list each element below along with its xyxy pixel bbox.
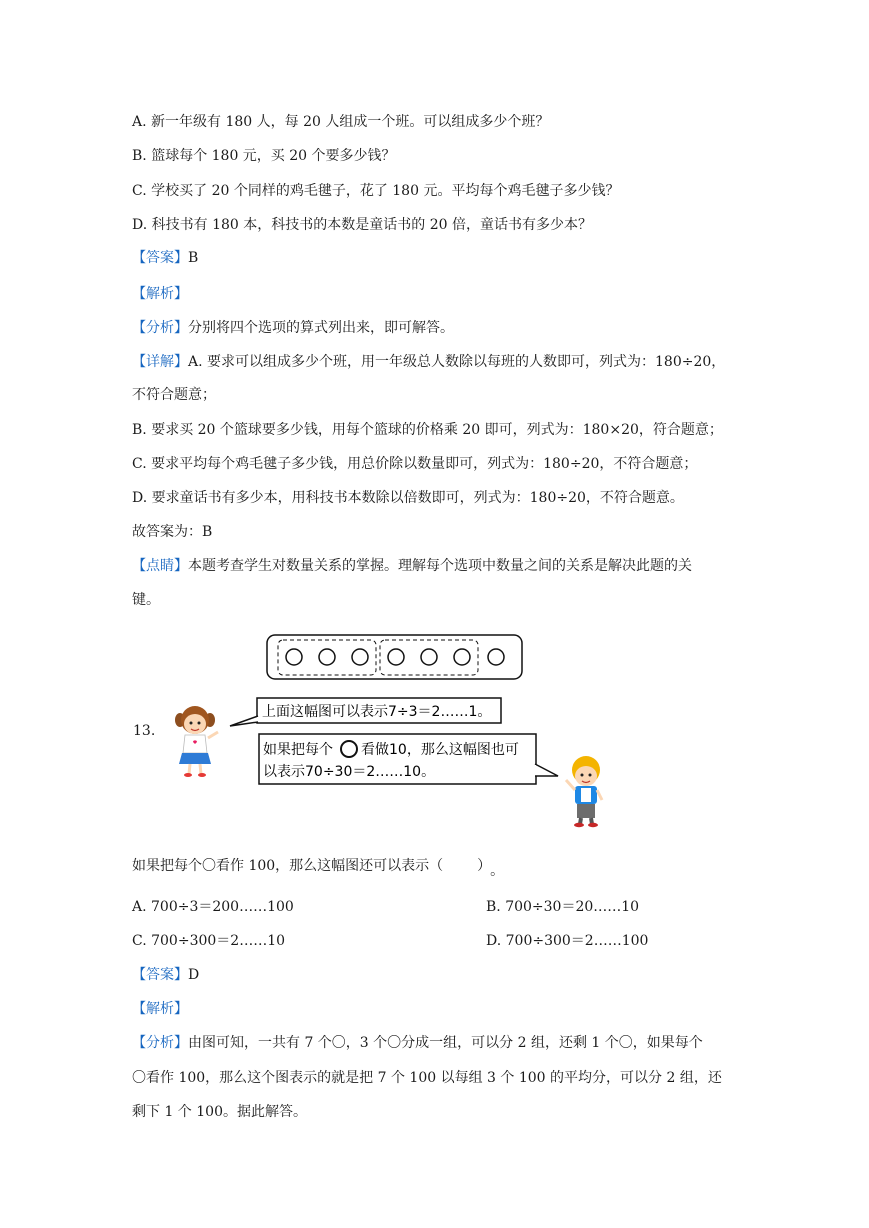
q12-option-b: B. 篮球每个 180 元，买 20 个要多少钱？ [132,148,396,164]
bubble-boy-line1-b: 看做10，那么这幅图也可 [361,742,519,758]
q12-xiangjie [132,352,725,372]
q12-fenxi [132,318,454,338]
q12-dianjing-line2: 键。 [132,592,160,608]
answer-value: B [188,250,199,266]
q13-question-text: 如果把每个〇看作 100，那么这幅图还可以表示（ [132,858,444,874]
circle-icon [421,649,437,665]
xiangjie-line1: A. 要求可以组成多少个班，用一年级总人数除以每班的人数即可，列式为：180÷20， [188,354,726,370]
xiangjie-tag: 【详解】 [132,354,188,370]
dianjing-line1: 本题考查学生对数量关系的掌握。理解每个选项中数量之间的关系是解决此题的关 [188,558,692,574]
circle-icon [454,649,470,665]
q13-option-c: C. 700÷300＝2……10 [132,933,286,949]
fenxi-tag: 【分析】 [132,320,188,336]
q13-answer [132,965,199,985]
group-1-dashed-box [278,640,376,675]
q13-number: 13. [133,723,156,739]
group-2-dashed-box [380,640,478,675]
circle-icon [286,649,302,665]
q12-detail-b: B. 要求买 20 个篮球要多少钱，用每个篮球的价格乘 20 即可，列式为：180×20，符合题意； [132,422,723,438]
fenxi-text: 分别将四个选项的算式列出来，即可解答。 [188,320,454,336]
q13-fenxi [132,1033,703,1053]
bubble-tail-girl [230,716,258,726]
q12-dianjing [132,556,692,576]
q12-answer [132,248,198,268]
answer-tag: 【答案】 [132,250,188,266]
q13-option-d: D. 700÷300＝2……100 [486,933,649,949]
q12-option-a: A. 新一年级有 180 人，每 20 人组成一个班。可以组成多少个班？ [132,114,550,130]
q13-analysis-tag: 【解析】 [132,1001,188,1017]
q12-detail-c: C. 要求平均每个鸡毛毽子多少钱，用总价除以数量即可，列式为：180÷20，不符合题意； [132,456,698,472]
circle-icon [319,649,335,665]
bubble-boy-line1-a: 如果把每个 [263,742,333,758]
q12-option-d: D. 科技书有 180 本，科技书的本数是童话书的 20 倍，童话书有多少本？ [132,217,592,233]
dianjing-tag: 【点睛】 [132,558,188,574]
girl-cartoon-icon [175,706,218,777]
bubble-tail-boy [535,764,558,776]
outer-frame [267,635,522,679]
q12-option-c: C. 学校买了 20 个同样的鸡毛毽子，花了 180 元。平均每个鸡毛毽子多少钱？ [132,183,620,199]
boy-cartoon-icon [566,756,602,827]
q12-detail-d: D. 要求童话书有多少本，用科技书本数除以倍数即可，列式为：180÷20，不符合题意。 [132,490,684,506]
q12-xiangjie-line2: 不符合题意； [132,387,216,403]
circle-icon [488,649,504,665]
fenxi-tag: 【分析】 [132,1035,188,1051]
circle-icon [388,649,404,665]
fenxi-line1: 由图可知，一共有 7 个〇，3 个〇分成一组，可以分 2 组，还剩 1 个〇，如果每个 [188,1035,703,1051]
q13-question-end: 。 [490,863,505,879]
q13-option-a: A. 700÷3＝200……100 [132,899,294,915]
answer-value: D [188,967,200,983]
q13-figure [170,630,630,830]
bubble-boy-line2: 以表示70÷30＝2……10。 [263,764,436,780]
q13-fenxi-line3: 剩下 1 个 100。据此解答。 [132,1104,307,1120]
q13-option-b: B. 700÷30＝20……10 [486,899,640,915]
q13-question [132,856,505,879]
q12-analysis-tag: 【解析】 [132,286,188,302]
q13-fenxi-line2: 〇看作 100，那么这个图表示的就是把 7 个 100 以每组 3 个 100 的平均分，可以分 2 组，还 [132,1070,722,1086]
bubble-girl-text: 上面这幅图可以表示7÷3＝2……1。 [262,704,492,720]
q12-conclusion: 故答案为：B [132,524,213,540]
q13-question-close: ） [477,858,485,874]
circle-icon [352,649,368,665]
answer-tag: 【答案】 [132,967,188,983]
